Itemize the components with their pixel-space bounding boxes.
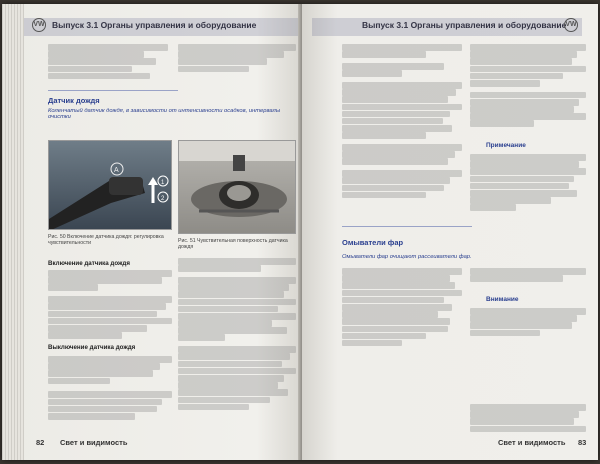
right-page-number: 83 (578, 438, 587, 447)
text-block (178, 258, 296, 411)
text-block (178, 44, 296, 73)
vw-logo-icon: VW (32, 18, 46, 32)
left-page-number: 82 (36, 438, 45, 447)
stalk-illustration (49, 141, 172, 230)
right-footer: Свет и видимость (498, 438, 566, 447)
left-footer: Свет и видимость (60, 438, 128, 447)
left-header: Выпуск 3.1 Органы управления и оборудование (52, 20, 257, 30)
callout-2: 2 (161, 196, 165, 202)
figure-50 (48, 140, 172, 230)
section-title: Омыватели фар (342, 238, 404, 247)
vw-logo-icon: VW (564, 18, 578, 32)
right-page (302, 4, 598, 460)
caution-title: Внимание (486, 296, 519, 303)
left-page (2, 4, 302, 460)
page-edges (2, 4, 24, 460)
caution-text (470, 308, 586, 337)
open-manual (2, 4, 598, 460)
sensor-illustration (179, 141, 296, 234)
text-block (342, 268, 462, 347)
text-block (48, 270, 172, 339)
callout-a: A (114, 167, 119, 174)
section-rule (342, 226, 472, 227)
text-block (48, 44, 168, 80)
right-header: Выпуск 3.1 Органы управления и оборудование (362, 20, 567, 30)
text-block (470, 44, 586, 128)
text-block (470, 404, 586, 433)
text-block (470, 268, 586, 282)
note-title: Примечание (486, 142, 526, 149)
section-intro: Коленчатый датчик дождя, в зависимости от интенсивности осадков, интервалы очистки (48, 108, 281, 120)
note-text (470, 154, 586, 212)
section-rule (48, 90, 178, 91)
subheading-disable: Выключение датчика дождя (48, 344, 136, 351)
callout-1: 1 (161, 180, 165, 186)
section-intro: Омыватели фар очищают рассеиватели фар. (342, 254, 472, 260)
text-block (342, 44, 462, 199)
section-title: Датчик дождя (48, 96, 100, 105)
subheading-enable: Включение датчика дождя (48, 260, 130, 267)
figure-51-caption: Рис. 51 Чувствительная поверхность датчика дождя (178, 238, 288, 251)
figure-50-caption: Рис. 50 Включение датчика дождя: регулировка чувствительности (48, 234, 164, 247)
text-block (48, 356, 172, 420)
figure-51 (178, 140, 296, 234)
